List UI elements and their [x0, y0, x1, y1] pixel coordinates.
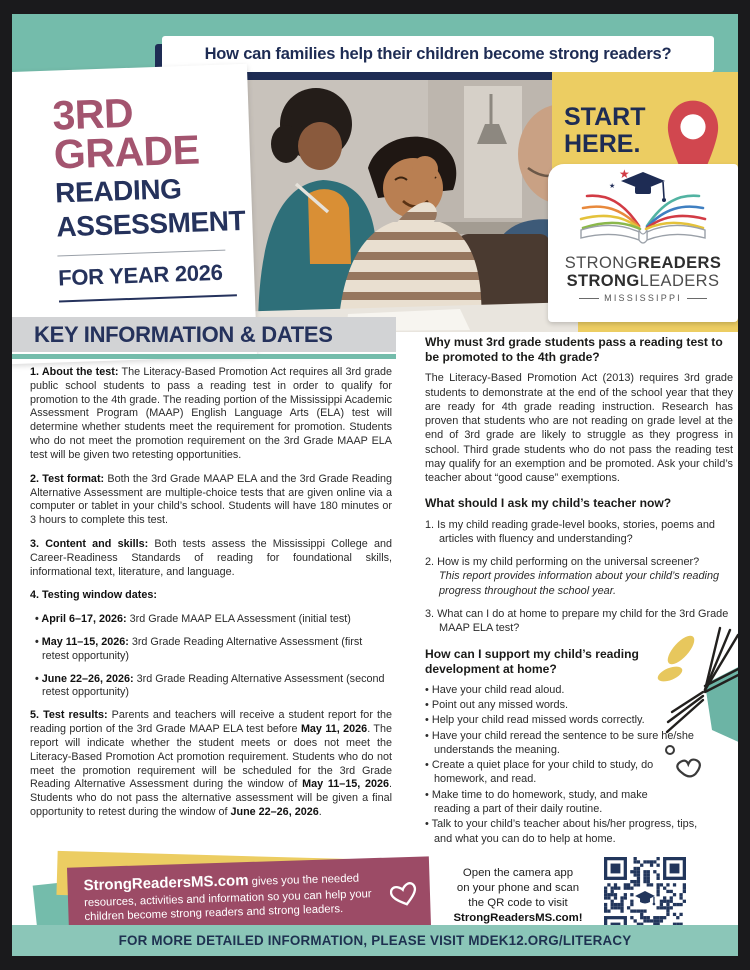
- text-run: Parents and teachers will receive a student report for the reading portion of the 3rd Grade MAAP ELA test before: [30, 709, 392, 736]
- text-run: June 22–26, 2026:: [41, 672, 134, 685]
- text-run: 3rd Grade MAAP ELA Assessment (initial test): [126, 613, 351, 626]
- support-item: • Help your child read missed words correctly.: [425, 713, 733, 727]
- banner-site-name: StrongReadersMS.com: [83, 872, 249, 895]
- ask-heading: What should I ask my child’s teacher now?: [425, 496, 672, 511]
- heart-outline-icon: [390, 881, 419, 908]
- text-run: How is my child performing on the universal screener?: [434, 556, 700, 569]
- strong-readers-logo: [548, 164, 738, 322]
- qr-line: on your phone and scan: [456, 882, 580, 895]
- qr-line: Open the camera app: [462, 867, 574, 879]
- text-run: Is my child reading grade-level books, stories, poems and articles with fluency and understanding?: [434, 518, 715, 545]
- text-run: Both tests assess the Mississippi College and Career-Readiness Standards of reading for foundational skills, informational text, literature, and language.: [30, 537, 392, 578]
- teal-underline: [12, 354, 396, 359]
- open-book-doodle-icon: [657, 620, 738, 790]
- text-run: May 11–15, 2026:: [41, 636, 129, 648]
- support-item: • Create a quiet place for your child to study, do homework, and read.: [425, 758, 699, 787]
- text-run: June 22–26, 2026: [230, 805, 319, 818]
- text-run: .: [318, 805, 322, 818]
- family-photo-illustration: [228, 72, 578, 332]
- support-item: • Have your child reread the sentence to be sure he/she understands the meaning.: [425, 729, 694, 758]
- divider: [57, 250, 225, 257]
- qr-site-name: StrongReadersMS.com!: [453, 912, 583, 925]
- left-column: [30, 366, 392, 830]
- testing-window-item: [30, 636, 392, 664]
- title-year: FOR YEAR 2026: [57, 259, 223, 291]
- key-information-header: [12, 317, 396, 352]
- section-content-skills: [30, 538, 392, 579]
- section-about-test: [30, 366, 392, 463]
- footer-banner: [12, 925, 738, 956]
- title-line-3rd: 3RD: [51, 89, 134, 139]
- support-heading: How can I support my child’s reading development at home?: [425, 646, 639, 676]
- key-information-title: KEY INFORMATION & DATES: [34, 321, 333, 347]
- bubble-question: How can families help their children become strong readers?: [204, 44, 672, 63]
- testing-window-item: [30, 673, 392, 701]
- text-run: 2.: [425, 556, 435, 569]
- text-run: 5. Test results:: [30, 709, 108, 722]
- qr-line: the QR code to visit: [468, 897, 568, 910]
- text-run: The Literacy-Based Promotion Act requires all 3rd grade public school students to pass a reading test in order to qualify for promotion to the 4th grade. The reading portion of the Mississippi Academic Assessment Program (MAAP) English Language Arts (ELA) test will determine whether students meet the requirement for promotion. Students who do not meet the promotion requirement on the 3rd Grade MAAP ELA test will be given two retesting opportunities.: [30, 366, 392, 461]
- footer-text: FOR MORE DETAILED INFORMATION, PLEASE VISIT MDEK12.ORG/LITERACY: [118, 933, 632, 948]
- start-here-label: [564, 104, 645, 158]
- support-item: • Make time to do homework, study, and make reading a part of their daily routine.: [425, 788, 684, 817]
- text-run: 1.: [425, 518, 435, 531]
- title-line-assessment: ASSESSMENT: [55, 204, 246, 243]
- logo-strong1: STRONG: [564, 254, 638, 272]
- start-word: START: [564, 103, 646, 131]
- title-line-reading: READING: [54, 173, 183, 209]
- section-test-results: [30, 709, 392, 820]
- text-run: May 11–15, 2026: [302, 778, 390, 791]
- svg-text:★: ★: [619, 167, 630, 181]
- divider: [59, 294, 237, 302]
- logo-strong2: STRONG: [566, 271, 640, 290]
- text-run: 3.: [425, 607, 435, 620]
- text-run: 3rd Grade Reading Alternative Assessment (first retest opportunity): [42, 636, 363, 662]
- flyer-page: [12, 14, 738, 956]
- ask-item: [425, 518, 733, 547]
- ask-item-note: This report provides information about your child’s reading progress throughout the school year.: [439, 570, 720, 597]
- why-body: The Literacy-Based Promotion Act (2013) requires 3rd grade students to demonstrate at the end of the school year that they are ready for 4th grade reading instruction. Research has proven that students who are not reading on grade level at the end of 3rd grade are likely to struggle as they progress in school. Third grade students who do not pass the reading test may qualify for an exemption and be promoted. Ask your child’s teacher about “good cause” exemptions.: [425, 372, 733, 485]
- support-item: • Have your child read aloud.: [425, 683, 733, 697]
- logo-leaders: LEADERS: [639, 271, 720, 290]
- testing-window-item: [30, 613, 392, 627]
- here-word: HERE.: [564, 130, 641, 158]
- text-run: . Students who do not pass the alternative assessment will be given a final opportunity to retest during the window of: [30, 778, 393, 818]
- text-run: 1. About the test:: [30, 366, 119, 378]
- why-heading: Why must 3rd grade students pass a reading test to be promoted to the 4th grade?: [425, 335, 723, 365]
- section-testing-windows-heading: 4. Testing window dates:: [30, 589, 157, 602]
- section-test-format: [30, 473, 392, 528]
- text-run: . The report will indicate whether the student meets or does not meet the Literacy-Based Promotion Act promotion requirement. Students who do not meet the promotion requirement will be scheduled for the 3rd Grade Reading Alternative Assessment during the window of: [30, 723, 393, 791]
- ask-item: [425, 555, 733, 598]
- dash: [687, 298, 707, 299]
- dash: [579, 298, 599, 299]
- support-item: • Talk to your child’s teacher about his/her progress, tips, and what you can do to help at home.: [425, 817, 714, 846]
- logo-readers: READERS: [637, 254, 722, 272]
- text-run: 3rd Grade Reading Alternative Assessment (second retest opportunity): [42, 672, 385, 699]
- banner-text: gives you the needed resources, activities and information so you can help your children become strong readers and strong leaders.: [83, 872, 372, 924]
- text-run: What can I do at home to prepare my child for the 3rd Grade MAAP ELA test?: [434, 607, 729, 635]
- logo-region: MISSISSIPPI: [604, 292, 682, 303]
- text-run: 2. Test format:: [30, 472, 105, 485]
- open-book-graduation-cap-icon: [563, 164, 723, 248]
- qr-instructions: [432, 866, 604, 926]
- text-run: Both the 3rd Grade MAAP ELA and the 3rd Grade Reading Alternative Assessment are multiple-choice tests that are given online via a computer or tablet in your child’s school. Students will have 180 minutes or 3 hours to complete this test.: [30, 472, 393, 527]
- title-line-grade: GRADE: [53, 126, 201, 178]
- text-run: April 6–17, 2026:: [41, 613, 127, 626]
- logo-wordmark: [548, 255, 738, 303]
- text-run: 3. Content and skills:: [30, 537, 149, 550]
- svg-text:★: ★: [609, 183, 616, 190]
- text-run: May 11, 2026: [300, 723, 368, 736]
- support-item: • Point out any missed words.: [425, 698, 733, 712]
